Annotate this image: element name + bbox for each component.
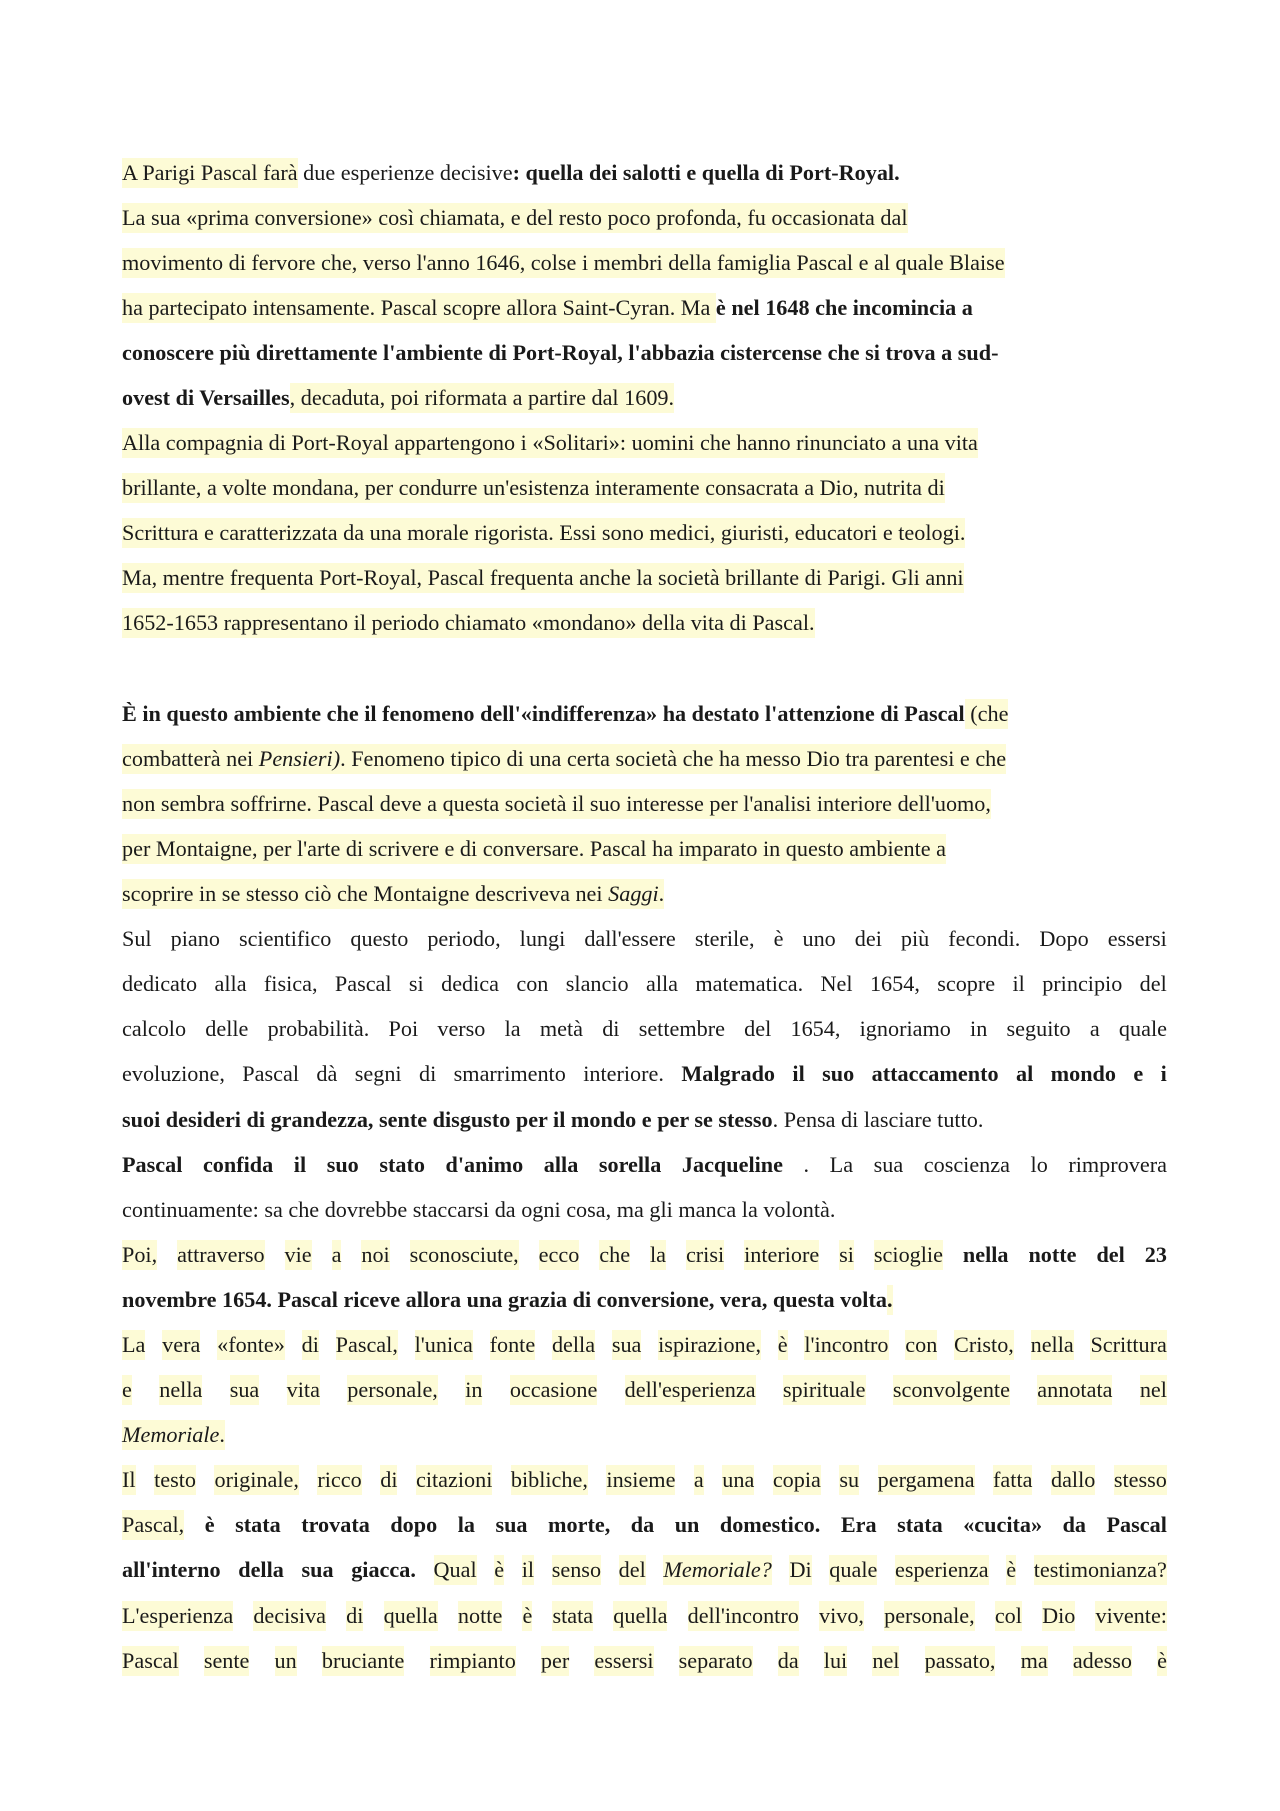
text-word: Malgrado [681,1061,775,1087]
text-word: vivo, [819,1601,864,1631]
text-word: 1654, [869,971,920,997]
text-run: combatterà nei [122,744,259,774]
text-word: calcolo [122,1016,187,1042]
text-word: l'incontro [804,1330,888,1360]
text-word: slancio [565,971,629,997]
text-line [122,1052,1167,1097]
text-run: conoscere più direttamente l'ambiente di Port-Royal, l'abbazia cistercense che si trova a sud- [122,339,999,365]
text-word: più [900,926,930,952]
text-word: notte [1028,1241,1077,1267]
text-line [122,1548,1167,1593]
text-word: per [541,1646,569,1676]
text-word: il [1012,971,1025,997]
text-word: personale, [347,1375,438,1405]
text-word: che [599,1240,630,1270]
text-word: è [494,1555,504,1585]
text-word: dedica [441,971,499,997]
text-word: scientifico [238,926,332,952]
text-word: confida [202,1151,274,1177]
text-word: sua [495,1512,528,1538]
text-word: dedicato [122,971,198,997]
text-word: Era [840,1512,877,1538]
text-word: lungi [519,926,566,952]
text-word: decisiva [253,1601,326,1631]
text-word: d'animo [445,1151,524,1177]
text-word: Memoriale? [663,1555,771,1585]
text-word: testo [154,1465,196,1495]
text-word: . [803,1151,810,1177]
text-word: suo [326,1151,359,1177]
text-word: Cristo, [954,1330,1014,1360]
text-run: movimento di fervore che, verso l'anno 1646, colse i membri della famiglia Pascal e al quale Blaise [122,248,1005,278]
text-word: principio [1042,971,1123,997]
text-line [122,1277,1167,1322]
text-word: smarrimento [453,1061,566,1087]
text-line [122,691,1167,736]
text-line [122,1232,1167,1277]
text-word: Sul [122,926,152,952]
text-run: Ma, mentre frequenta Port-Royal, Pascal frequenta anche la società brillante di Parigi. Gli anni [122,563,964,593]
text-line [122,330,1167,375]
text-word: un [674,1512,700,1538]
text-word: si [839,1240,854,1270]
text-word: dei [854,926,882,952]
text-run: Scrittura e caratterizzata da una morale rigorista. Essi sono medici, giuristi, educatori e teologi. [122,518,965,548]
text-word: Dio [1042,1601,1075,1631]
text-word: a [332,1240,342,1270]
text-run: Alla compagnia di Port-Royal appartengono i «Solitari»: uomini che hanno rinunciato a una vita [122,428,978,458]
text-word: è [522,1601,532,1631]
text-word: morte, [548,1512,611,1538]
text-line [122,917,1167,962]
text-word: quella [613,1601,667,1631]
text-word: i [1160,1061,1167,1087]
text-word: essersi [1107,926,1167,952]
text-run: . [219,1420,225,1450]
text-word: Pascal [334,971,392,997]
text-word: suo [822,1061,855,1087]
text-word: della [238,1557,284,1583]
text-word: pergamena [878,1465,975,1495]
text-word: metà [539,1016,583,1042]
text-word: in [970,1016,988,1042]
text-line [122,601,1167,646]
text-word: uno [802,926,836,952]
text-run: non sembra soffrirne. Pascal deve a questa società il suo interesse per l'analisi interiore dell'uomo, [122,789,991,819]
text-word: notte [458,1601,502,1631]
text-run: due esperienze decisive [297,159,513,185]
text-word: Scrittura [1090,1330,1166,1360]
text-word: Pascal [1106,1512,1167,1538]
text-word: vivente: [1095,1601,1166,1631]
text-word: si [408,971,424,997]
text-word: insieme [606,1465,675,1495]
text-word: in [465,1375,482,1405]
text-word: 1654, [790,1016,841,1042]
text-word: sua [301,1557,334,1583]
text-word: sua [612,1330,642,1360]
text-line [122,1413,1167,1458]
text-line [122,1322,1167,1367]
text-word: dopo [390,1512,438,1538]
text-word: vera [162,1330,200,1360]
text-word: il [792,1061,805,1087]
text-run: suoi desideri di grandezza, sente disgusto per il mondo e per se stesso [122,1106,773,1132]
text-word: della [552,1330,595,1360]
text-word: dell'esperienza [625,1375,756,1405]
text-word: questo [350,926,409,952]
text-word: da [1062,1512,1086,1538]
text-line [122,781,1167,826]
text-word: domestico. [719,1512,821,1538]
text-word: stesso [1114,1465,1167,1495]
text-word: vita [287,1375,320,1405]
text-word: dall'essere [584,926,676,952]
text-word: quale [829,1555,877,1585]
text-word: Pascal [122,1151,183,1177]
text-word: Il [122,1465,136,1495]
text-word: fecondi. [948,926,1021,952]
text-run: . Fenomeno tipico di una certa società che ha messo Dio tra parentesi e che [340,744,1006,774]
text-word: il [522,1555,534,1585]
text-word: sua [873,1151,904,1177]
text-word: l'unica [415,1330,473,1360]
text-word: senso [552,1555,601,1585]
text-word: all'interno [122,1557,221,1583]
text-word: alla [645,971,679,997]
text-word: è [1157,1646,1167,1676]
text-run: La sua «prima conversione» così chiamata, e del resto poco profonda, fu occasionata dal [122,203,908,233]
text-line [122,511,1167,556]
text-word: citazioni [416,1465,492,1495]
text-word: Nel [820,971,853,997]
text-word: La [122,1330,145,1360]
text-word: La [829,1151,854,1177]
text-run: ovest di Versailles [122,385,290,411]
text-word: scopre [937,971,996,997]
text-word: è [204,1512,215,1538]
text-word: quale [1118,1016,1167,1042]
text-run: . [659,879,665,909]
text-word: testimonianza? [1034,1555,1167,1585]
text-word: ma [1021,1646,1048,1676]
text-word: con [516,971,549,997]
text-word: dallo [1051,1465,1095,1495]
text-run: Saggi [608,879,659,909]
text-line [122,421,1167,466]
text-word: scioglie [874,1240,943,1270]
text-line [122,150,1167,195]
text-word: nel [872,1646,899,1676]
text-line [122,1458,1167,1503]
text-word: di [380,1465,397,1495]
text-word: di [346,1601,363,1631]
text-run: per Montaigne, per l'arte di scrivere e di conversare. Pascal ha imparato in questo ambiente a [122,834,946,864]
text-run: Memoriale [122,1420,219,1450]
text-line [122,1142,1167,1187]
text-word: Di [789,1555,811,1585]
text-word: a [694,1465,704,1495]
text-run: brillante, a volte mondana, per condurre un'esistenza interamente consacrata a Dio, nutrita di [122,473,945,503]
text-word: matematica. [695,971,804,997]
text-word: originale, [214,1465,298,1495]
text-word: fisica, [263,971,318,997]
text-run: . Pensa di lasciare tutto. [772,1106,984,1132]
text-word: rimpianto [430,1646,516,1676]
text-word: nella [962,1241,1009,1267]
text-word: settembre [638,1016,725,1042]
blank-line [122,646,1167,691]
text-run: A Parigi Pascal farà [122,158,298,188]
text-word: crisi [686,1240,724,1270]
text-word: un [275,1646,297,1676]
text-word: Pascal, [122,1510,184,1540]
text-word: ignoriamo [859,1016,951,1042]
text-run: scoprire in se stesso ciò che Montaigne descriveva nei [122,879,608,909]
text-word: a [1089,1016,1100,1042]
text-word: noi [361,1240,389,1270]
document-body [122,150,1167,1683]
text-word: attraverso [177,1240,264,1270]
text-word: Poi [388,1016,419,1042]
text-word: del [1139,971,1167,997]
text-word: stata [897,1512,943,1538]
text-word: nel [1140,1375,1167,1405]
text-word: nella [1031,1330,1074,1360]
text-word: personale, [884,1601,975,1631]
text-word: la [457,1512,475,1538]
text-word: del [744,1016,772,1042]
text-word: e [122,1375,132,1405]
text-word: interiore [744,1240,819,1270]
text-word: probabilità. [267,1016,370,1042]
text-word: e [1133,1061,1144,1087]
text-word: stato [379,1151,425,1177]
text-line [122,556,1167,601]
text-run: È in questo ambiente che il fenomeno dell'«indifferenza» ha destato l'attenzione di Pascal [122,700,965,726]
text-word: è [1006,1555,1016,1585]
text-word: con [905,1330,937,1360]
text-word: spirituale [783,1375,866,1405]
text-run: continuamente: sa che dovrebbe staccarsi da ogni cosa, ma gli manca la volontà. [122,1196,836,1222]
text-line [122,240,1167,285]
text-word: alla [543,1151,579,1177]
text-word: trovata [301,1512,370,1538]
text-line [122,962,1167,1007]
text-line [122,872,1167,917]
text-word: al [1015,1061,1034,1087]
text-word: dà [316,1061,338,1087]
text-word: copia [773,1465,821,1495]
text-word: «cucita» [963,1512,1043,1538]
text-word: alla [214,971,247,997]
text-word: sua [230,1375,260,1405]
text-word: ricco [317,1465,361,1495]
text-word: del [619,1555,646,1585]
text-word: nella [159,1375,202,1405]
text-word: dell'incontro [688,1601,799,1631]
text-word: fonte [490,1330,536,1360]
text-line [122,466,1167,511]
text-word: L'esperienza [122,1601,233,1631]
text-word: passato, [925,1646,996,1676]
text-word: è [778,1330,788,1360]
text-line [122,1503,1167,1548]
text-word: sente [204,1646,250,1676]
text-word: ecco [539,1240,580,1270]
text-run: : quella dei salotti e quella di Port-Royal. [512,159,900,185]
text-line [122,285,1167,330]
text-word: sconvolgente [893,1375,1010,1405]
text-word: Jacqueline [681,1151,783,1177]
text-word: annotata [1037,1375,1112,1405]
text-word: stata [235,1512,281,1538]
text-line [122,1187,1167,1232]
text-word: attaccamento [871,1061,999,1087]
text-word: una [722,1465,754,1495]
text-word: sconosciute, [410,1240,519,1270]
text-word: il [293,1151,307,1177]
text-run: (che [965,699,1009,729]
text-word: coscienza [923,1151,1010,1177]
text-line [122,1007,1167,1052]
text-run: , decaduta, poi riformata a partire dal 1609. [290,383,674,413]
text-word: evoluzione, [122,1061,225,1087]
text-word: 23 [1144,1241,1167,1267]
text-run: è nel 1648 che incomincia a [715,294,973,320]
text-line [122,736,1167,781]
text-word: esperienza [895,1555,989,1585]
text-word: sterile, [694,926,755,952]
text-word: vie [285,1240,312,1270]
text-word: fatta [993,1465,1032,1495]
text-word: da [630,1512,655,1538]
text-word: separato [679,1646,753,1676]
text-word: su [839,1465,859,1495]
text-word: Qual [434,1555,477,1585]
text-word: verso [437,1016,486,1042]
text-word: delle [205,1016,249,1042]
text-word: da [778,1646,799,1676]
text-word: di [419,1061,437,1087]
text-run: novembre 1654. Pascal riceve allora una grazia di conversione, vera, questa volta [122,1286,887,1312]
text-run: . [887,1285,893,1315]
text-word: piano [170,926,220,952]
text-word: occasione [510,1375,597,1405]
text-word: bibliche, [511,1465,588,1495]
text-word: Poi, [122,1240,157,1270]
text-line [122,195,1167,240]
text-word: seguito [1006,1016,1071,1042]
text-word: «fonte» [217,1330,285,1360]
text-line [122,1593,1167,1638]
text-word: sorella [598,1151,662,1177]
text-word: Pascal [242,1061,299,1087]
text-word: di [302,1330,319,1360]
text-run: ha partecipato intensamente. Pascal scopre allora Saint-Cyran. Ma [122,293,716,323]
text-word: adesso [1073,1646,1132,1676]
text-word: la [650,1240,666,1270]
text-word: Pascal, [336,1330,398,1360]
text-word: la [504,1016,521,1042]
text-word: lo [1030,1151,1048,1177]
text-word: rimprovera [1068,1151,1167,1177]
text-line [122,1097,1167,1142]
text-word: Dopo [1039,926,1089,952]
text-word: col [995,1601,1022,1631]
text-word: mondo [1050,1061,1116,1087]
text-run: Pensieri) [259,744,340,774]
text-line [122,826,1167,871]
text-word: essersi [594,1646,653,1676]
text-word: bruciante [322,1646,405,1676]
text-word: giacca. [351,1557,416,1583]
text-word: di [602,1016,620,1042]
text-word: è [773,926,784,952]
text-word: interiore. [583,1061,664,1087]
text-word: periodo, [427,926,501,952]
text-run: 1652-1653 rappresentano il periodo chiamato «mondano» della vita di Pascal. [122,608,815,638]
text-line [122,1368,1167,1413]
text-word: ispirazione, [658,1330,761,1360]
text-word: lui [824,1646,847,1676]
text-word: Pascal [122,1646,179,1676]
text-line [122,1638,1167,1683]
text-word: stata [552,1601,593,1631]
text-word: quella [384,1601,438,1631]
text-line [122,375,1167,420]
text-word: del [1096,1241,1125,1267]
text-word: segni [354,1061,402,1087]
